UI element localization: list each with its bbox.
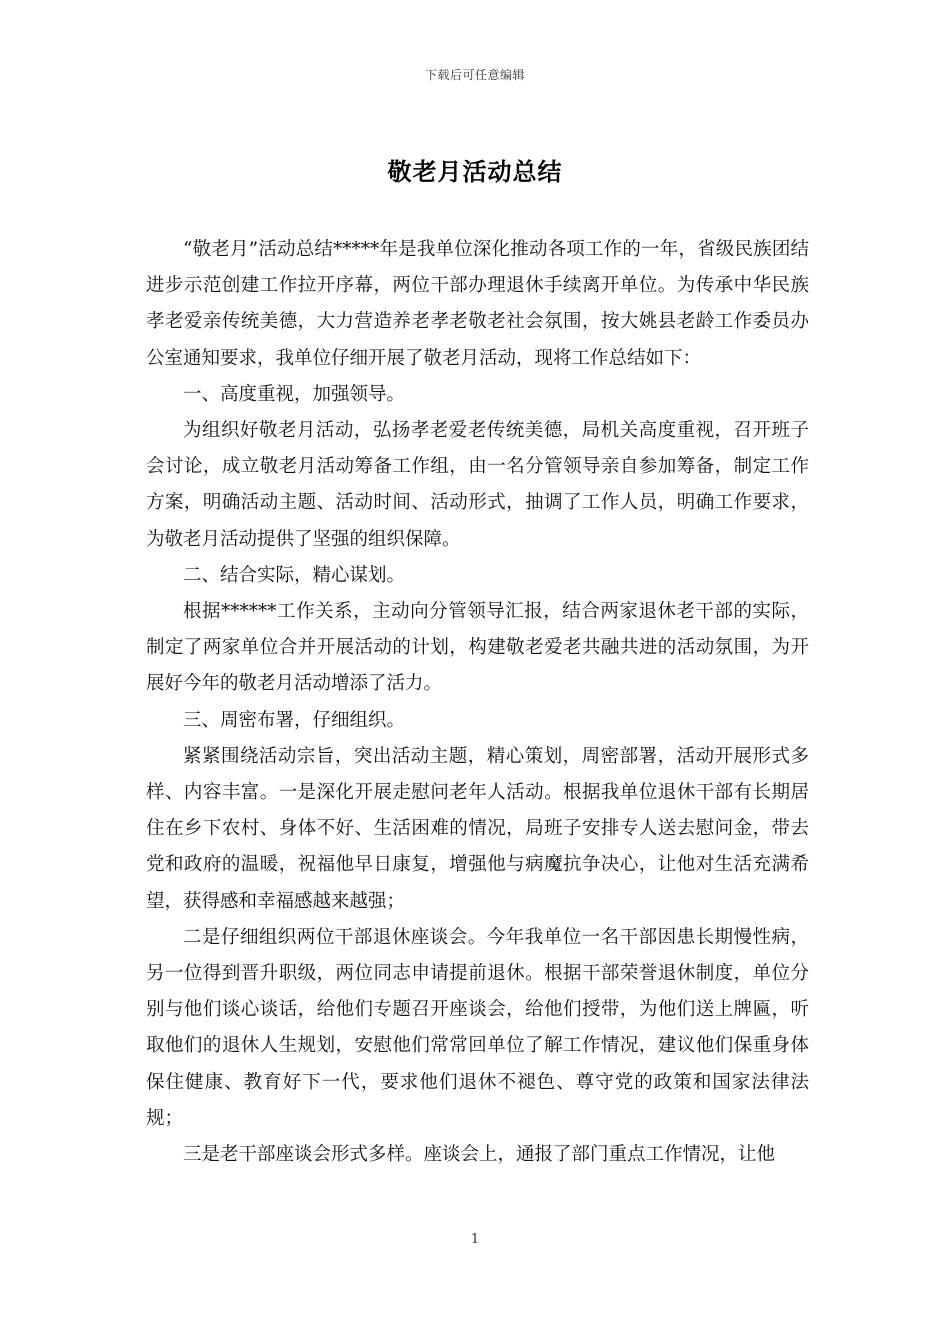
body-paragraph: 三是老干部座谈会形式多样。座谈会上，通报了部门重点工作情况，让他 <box>183 1144 776 1166</box>
body-paragraph: 二是仔细组织两位干部退休座谈会。今年我单位一名干部因患长期慢性病，另一位得到晋升职级，两位同志申请提前退休。根据干部荣誉退休制度，单位分别与他们谈心谈话，给他们专题召开座谈会，给他们授带，为他们送上牌匾，听取他们的退休人生规划，安慰他们常常回单位了解工作情况，建议他们保重身体保住健康、教育好下一代，要求他们退休不褪色、尊守党的政策和国家法律法规； <box>146 926 809 1129</box>
header-note: 下载后可任意编辑 <box>424 68 525 82</box>
body-paragraph: 为组织好敬老月活动，弘扬孝老爱老传统美德，局机关高度重视，召开班子会讨论，成立敬老月活动筹备工作组，由一名分管领导亲自参加筹备，制定工作方案，明确活动主题、活动时间、活动形式，抽调了工作人员，明确工作要求，为敬老月活动提供了坚强的组织保障。 <box>146 420 809 550</box>
intro-paragraph: “敬老月”活动总结*****年是我单位深化推动各项工作的一年，省级民族团结进步示范创建工作拉开序幕，两位干部办理退休手续离开单位。为传承中华民族孝老爱亲传统美德，大力营造养老孝老敬老社会氛围，按大姚县老龄工作委员办公室通知要求，我单位仔细开展了敬老月活动，现将工作总结如下： <box>146 239 809 369</box>
section-heading-3: 三、周密布署，仔细组织。 <box>183 709 406 731</box>
body-paragraph: 紧紧围绕活动宗旨，突出活动主题，精心策划，周密部署，活动开展形式多样、内容丰富。一是深化开展走慰问老年人活动。根据我单位退休干部有长期居住在乡下农村、身体不好、生活困难的情况，局班子安排专人送去慰问金，带去党和政府的温暖，祝福他早日康复，增强他与病魔抗争决心，让他对生活充满希望，获得感和幸福感越来越强； <box>146 745 809 912</box>
body-paragraph: 根据******工作关系，主动向分管领导汇报，结合两家退休老干部的实际，制定了两家单位合并开展活动的计划，构建敬老爱老共融共进的活动氛围，为开展好今年的敬老月活动增添了活力。 <box>146 601 809 695</box>
document-title: 敬老月活动总结 <box>387 157 563 186</box>
page-number: 1 <box>470 1232 480 1247</box>
document-body <box>146 232 809 1173</box>
section-heading-2: 二、结合实际，精心谋划。 <box>183 564 406 586</box>
section-heading-1: 一、高度重视，加强领导。 <box>183 383 406 405</box>
